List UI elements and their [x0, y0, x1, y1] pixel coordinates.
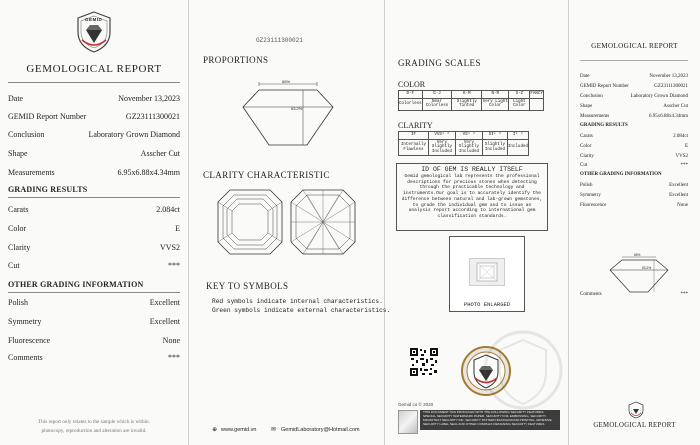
- card-polish-row: Polish Excellent: [580, 183, 688, 188]
- photo-label: PHOTO ENLARGED: [463, 301, 511, 308]
- cut-row: Cut ***: [8, 261, 180, 270]
- id-statement-text: Gemid gemological lab represents the professional descriptions for precious stones when detecting through the practicable technology and instruments.Our goal is to accurately identify the difference between natural and lab-grown gemstones, to grade the individual gem and to issue an analysis report according to international gem classification standards.: [401, 174, 543, 220]
- card-comments-value: ***: [680, 292, 688, 297]
- date-value: November 13,2023: [118, 94, 180, 103]
- card-clarity-value: VVS2: [675, 154, 688, 159]
- website-link[interactable]: www.gemid.vn: [221, 427, 257, 433]
- card-bottom-title: GEMOLOGICAL REPORT: [593, 422, 676, 429]
- color-scale-title: COLOR: [398, 80, 426, 89]
- card-measurements-row: Measurements 6.95x6.88x4.34mm: [580, 114, 688, 119]
- card-report-number-value: GZ23111300021: [654, 84, 688, 89]
- fluorescence-value: None: [162, 336, 180, 345]
- polish-row: Polish Excellent: [8, 298, 180, 307]
- color-scale-grade-2: K-M: [452, 91, 482, 99]
- color-scale-grade-0: D-F: [399, 91, 423, 99]
- comments-row: Comments ***: [8, 353, 180, 362]
- key-line-green: Green symbols indicate external characteristics.: [212, 307, 391, 314]
- card-carats-row: Carats 2.084ct: [580, 134, 688, 139]
- proportions-title: PROPORTIONS: [203, 55, 269, 65]
- color-scale-desc-0: Colorless: [399, 98, 423, 110]
- footer-line-2: photocopy, reproduction and alteration are invalid.: [41, 428, 147, 434]
- color-scale-grade-4: S-Z: [509, 91, 530, 99]
- grading-results-title: GRADING RESULTS: [8, 185, 88, 194]
- card-cut-row: Cut ***: [580, 163, 688, 168]
- shape-row: Shape Asscher Cut: [8, 149, 180, 158]
- photo-frame: [449, 236, 525, 312]
- card-report-number-row: GEMID Report Number GZ23111300021: [580, 84, 688, 89]
- clarity-scale-desc-2: Very Slightly Included: [455, 139, 482, 156]
- email-icon: ✉: [271, 427, 277, 433]
- color-scale-grade-3: N-R: [482, 91, 509, 99]
- card-fluorescence-row: Fluorescence None: [580, 203, 688, 208]
- logo-text: GEMID: [85, 17, 103, 22]
- conclusion-value: Laboratory Grown Diamond: [88, 130, 180, 139]
- clarity-scale-title: CLARITY: [398, 121, 433, 130]
- table-percent: 65%: [282, 79, 291, 84]
- clarity-scale-grade-2: VS¹ ²: [455, 132, 482, 140]
- fluorescence-row: Fluorescence None: [8, 336, 180, 345]
- measurements-row: Measurements 6.95x6.88x4.34mm: [8, 168, 180, 177]
- color-scale-desc-2: Slightly Tinted: [452, 98, 482, 110]
- depth-percent: 63.2%: [291, 106, 303, 111]
- report-title: GEMOLOGICAL REPORT: [26, 63, 162, 75]
- card-symmetry-row: Symmetry Excellent: [580, 193, 688, 198]
- clarity-scale-table: [398, 131, 529, 156]
- key-line-red: Red symbols indicate internal characteristics.: [212, 298, 383, 305]
- measurements-value: 6.95x6.88x4.34mm: [117, 168, 180, 177]
- shape-value: Asscher Cut: [140, 149, 180, 158]
- card-conclusion-value: Laboratory Grown Diamond: [630, 94, 688, 99]
- polish-value: Excellent: [149, 298, 180, 307]
- color-scale-grade-5: FANCY: [530, 91, 544, 99]
- clarity-scale-desc-0: Internally Flawless: [399, 139, 429, 156]
- report-number-value: GZ23111300021: [125, 112, 180, 121]
- date-row: Date November 13,2023: [8, 94, 180, 103]
- card-polish-value: Excellent: [669, 183, 688, 188]
- carats-value: 2.084ct: [156, 205, 180, 214]
- clarity-scale-desc-3: Slightly Included: [482, 139, 507, 156]
- gem-photo: [469, 258, 505, 286]
- other-grading-title: OTHER GRADING INFORMATION: [8, 280, 144, 289]
- clarity-scale-desc-1: Very Slightly Included: [428, 139, 455, 156]
- clarity-scale-grade-0: IF: [399, 132, 429, 140]
- clarity-scale-desc-4: Included: [507, 139, 528, 156]
- report-number-row: GEMID Report Number GZ23111300021: [8, 112, 180, 121]
- email-link[interactable]: GemidLaboratory@Hotmail.com: [281, 427, 360, 433]
- id-statement-box: [396, 163, 548, 231]
- card-panel: [569, 0, 700, 445]
- card-conclusion-row: Conclusion Laboratory Grown Diamond: [580, 94, 688, 99]
- comments-value: ***: [168, 353, 180, 362]
- cut-value: ***: [168, 261, 180, 270]
- conclusion-row: Conclusion Laboratory Grown Diamond: [8, 130, 180, 139]
- color-scale-desc-1: Near Colorless: [422, 98, 452, 110]
- website-icon: ⊕: [212, 427, 218, 433]
- clarity-characteristic-title: CLARITY CHARACTERISTIC: [203, 170, 330, 180]
- card-title: GEMOLOGICAL REPORT: [591, 42, 678, 50]
- color-row: Color E: [8, 224, 180, 233]
- color-scale-desc-3: Very Light Color: [482, 98, 509, 110]
- card-comments-row: Comments ***: [580, 292, 688, 297]
- card-carats-value: 2.084ct: [673, 134, 688, 139]
- symmetry-value: Excellent: [149, 317, 180, 326]
- clarity-scale-grade-3: SI¹ ²: [482, 132, 507, 140]
- card-grading-results-title: GRADING RESULTS: [580, 123, 628, 128]
- clarity-row: Clarity VVS2: [8, 243, 180, 252]
- color-value: E: [175, 224, 180, 233]
- hologram-seal: [398, 410, 418, 434]
- key-to-symbols-title: KEY TO SYMBOLS: [206, 281, 289, 291]
- card-measurements-value: 6.95x6.88x4.34mm: [648, 114, 688, 119]
- card-clarity-row: Clarity VVS2: [580, 154, 688, 159]
- color-scale-table: [398, 90, 544, 111]
- proportions-diagram: [225, 73, 355, 153]
- card-cut-value: ***: [680, 163, 688, 168]
- card-fluorescence-value: None: [677, 203, 688, 208]
- clarity-plot-top: [216, 188, 284, 256]
- color-scale-grade-1: G-J: [422, 91, 452, 99]
- color-scale-desc-5: [530, 98, 544, 110]
- footer-line-1: This report only relates to the sample which is within.: [38, 419, 150, 425]
- card-color-row: Color E: [580, 144, 688, 149]
- card-table-percent: 65%: [634, 253, 641, 257]
- clarity-plot-bottom: [289, 188, 357, 256]
- color-scale-desc-4: Light Color: [509, 98, 530, 110]
- symmetry-row: Symmetry Excellent: [8, 317, 180, 326]
- clarity-scale-grade-4: I¹ ²: [507, 132, 528, 140]
- clarity-scale-grade-1: VVS¹ ²: [428, 132, 455, 140]
- grading-scales-title: GRADING SCALES: [398, 58, 481, 68]
- card-proportions-diagram: [598, 246, 682, 296]
- copyright: Gemid co © 2020: [398, 402, 434, 407]
- gemid-watermark: [468, 330, 568, 418]
- security-text: THIS DOCUMENT HAS PRODUCED WITH THE FOLLOWING SECURITY FEATURES: SPECIAL SECURITY WATERMARK PAPER. SECURITY FOIL EMBOSSING, SECURITY MICROTEXT SECURITY INK, SECURITY PATTERN BACKGROUND PRINTING, ADHESIVE SECURITY LABEL SEAL AND OTHER COMPLEX DESIGNING SECURITY FEATURES.: [423, 410, 552, 426]
- id-statement-title: ID OF GEM IS REALLY ITSELF: [421, 166, 523, 173]
- card-shape-value: Asscher Cut: [663, 104, 688, 109]
- clarity-value: VVS2: [159, 243, 180, 252]
- card-date-value: November 13,2023: [649, 74, 688, 79]
- qr-code[interactable]: [410, 348, 438, 376]
- gemid-logo: [74, 10, 114, 54]
- card-other-grading-title: OTHER GRADING INFORMATION: [580, 172, 662, 177]
- card-symmetry-value: Excellent: [669, 193, 688, 198]
- card-shape-row: Shape Asscher Cut: [580, 104, 688, 109]
- middle-report-number: GZ23111300021: [256, 37, 303, 44]
- security-strip: [420, 410, 560, 430]
- card-depth-percent: 63.2%: [642, 266, 652, 270]
- card-date-row: Date November 13,2023: [580, 74, 688, 79]
- card-logo: [628, 401, 644, 419]
- card-color-value: E: [684, 144, 688, 149]
- carats-row: Carats 2.084ct: [8, 205, 180, 214]
